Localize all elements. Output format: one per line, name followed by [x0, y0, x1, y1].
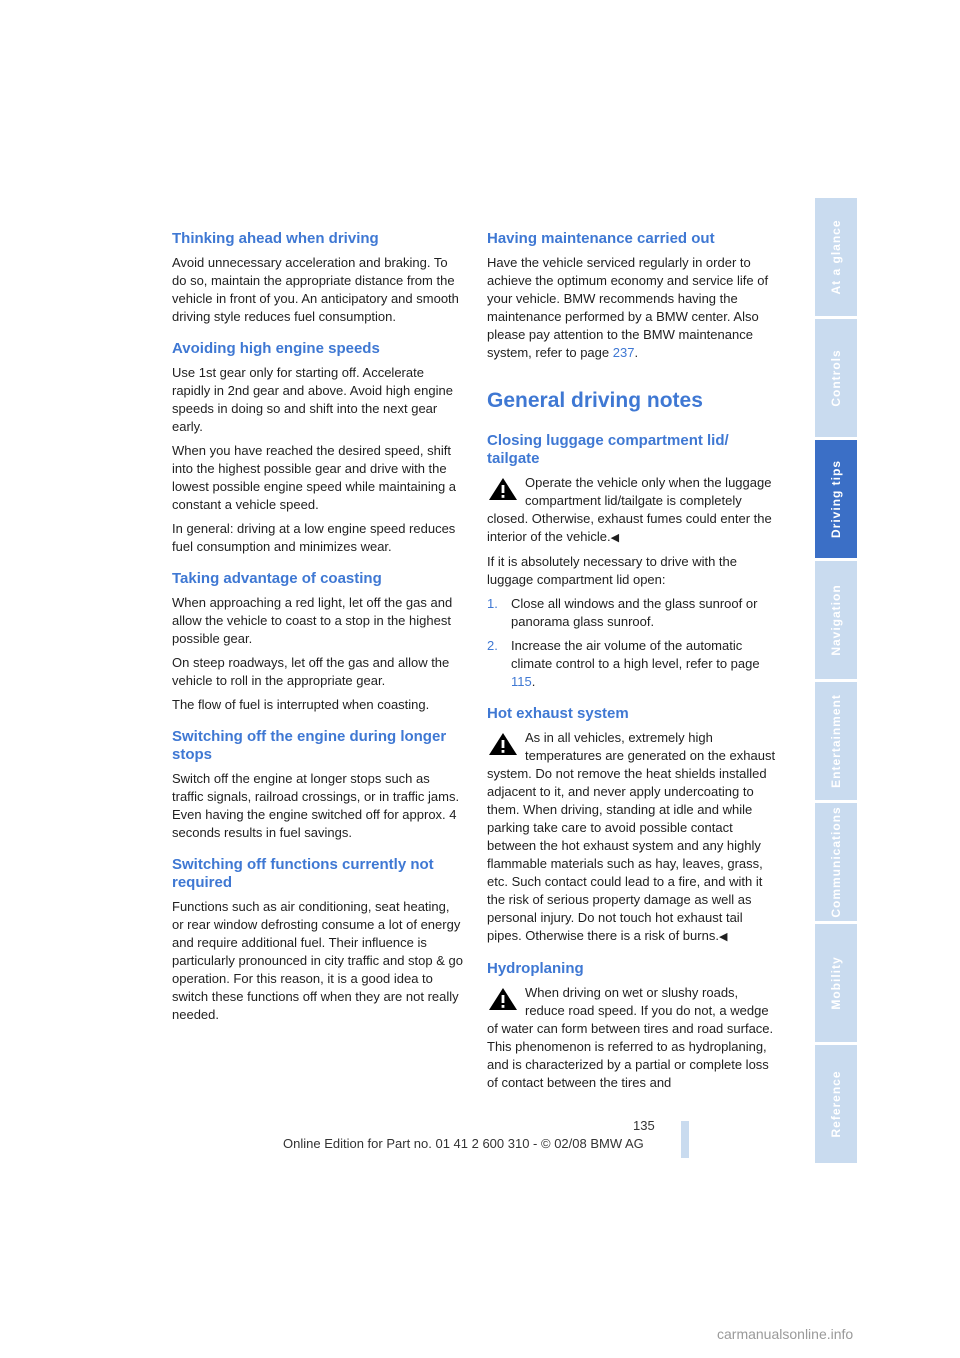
- warning-paragraph: [487, 474, 779, 547]
- paragraph: In general: driving at a low engine speed reduces fuel consumption and minimizes wear.: [172, 521, 456, 554]
- tab-at-a-glance[interactable]: [815, 198, 857, 316]
- section-heading: Switching off functions currently not required: [172, 856, 434, 891]
- warning-triangle-icon: [487, 986, 519, 1012]
- warning-triangle-icon: [487, 476, 519, 502]
- paragraph: Functions such as air conditioning, seat heating, or rear window defrosting consume a lot of energy and require additional fuel. Their influence is particularly pronounced in city traffic and stop & go operation. For this reason, it is a good idea to switch these functions off when they are not really needed.: [172, 899, 463, 1022]
- chapter-tabs: [815, 198, 857, 1166]
- tab-label: Driving tips: [829, 459, 843, 539]
- section-engine-speeds: [172, 340, 464, 556]
- section-heading: Hydroplaning: [487, 960, 584, 977]
- tab-label: Controls: [829, 349, 843, 407]
- warning-paragraph: [487, 729, 779, 946]
- period: .: [634, 345, 639, 360]
- tab-label: At a glance: [829, 219, 843, 295]
- section-thinking-ahead: [172, 230, 464, 326]
- tab-label: Mobility: [829, 956, 843, 1010]
- tab-driving-tips[interactable]: [815, 440, 857, 558]
- section-heading: Hot exhaust system: [487, 705, 629, 722]
- page-link-237[interactable]: 237: [612, 345, 635, 360]
- section-heading: Closing luggage compartment lid/ tailgate: [487, 432, 729, 467]
- tab-navigation[interactable]: [815, 561, 857, 679]
- chapter-title: General driving notes: [487, 389, 703, 412]
- tab-label: Communications: [829, 806, 843, 918]
- page-link-115[interactable]: 115: [511, 674, 532, 689]
- paragraph: If it is absolutely necessary to drive with the luggage compartment lid open:: [487, 554, 738, 587]
- tab-controls[interactable]: [815, 319, 857, 437]
- warning-text: Operate the vehicle only when the luggage compartment lid/tailgate is completely closed. Otherwise, exhaust fumes could enter the interior of the vehicle.: [487, 475, 772, 544]
- paragraph: Avoid unnecessary acceleration and braking. To do so, maintain the appropriate distance from the vehicle in front of you. An anticipatory and smooth driving style reduces fuel consumption.: [172, 255, 459, 324]
- section-heading: Switching off the engine during longer stops: [172, 728, 447, 763]
- tab-mobility[interactable]: [815, 924, 857, 1042]
- paragraph: When you have reached the desired speed, shift into the highest possible gear and drive with the lowest possible engine speed while maintaining a constant a vehicle speed.: [172, 443, 457, 512]
- section-heading: Avoiding high engine speeds: [172, 340, 380, 357]
- period: .: [531, 674, 536, 689]
- paragraph-text: Have the vehicle serviced regularly in order to achieve the optimum economy and service life of your vehicle. BMW recommends having the maintenance performed by a BMW center. Also please pay attention to the BMW maintenance system, refer to page: [487, 255, 769, 360]
- numbered-list: [487, 595, 779, 691]
- warning-text: When driving on wet or slushy roads, reduce road speed. If you do not, a wedge of water can form between tires and road surface. This phenomenon is referred to as hydroplaning, and is characterized by a partial or complete loss of contact between the tires and: [487, 985, 774, 1090]
- list-item: [487, 595, 779, 631]
- paragraph: Switch off the engine at longer stops such as traffic signals, railroad crossings, or in traffic jams. Even having the engine switched off for approx. 4 seconds results in fuel savings.: [172, 771, 460, 840]
- warning-triangle-icon: [487, 731, 519, 757]
- section-heading: Having maintenance carried out: [487, 230, 715, 247]
- list-item: [487, 637, 779, 691]
- left-column: [172, 230, 464, 1038]
- list-number: 1.: [487, 596, 498, 611]
- tab-label: Reference: [829, 1070, 843, 1138]
- paragraph: When approaching a red light, let off the gas and allow the vehicle to coast to a stop in the highest possible gear.: [172, 595, 453, 646]
- section-engine-off: [172, 728, 464, 842]
- section-hot-exhaust: [487, 705, 779, 946]
- section-luggage-lid: [487, 432, 779, 691]
- page-marker-bar: [681, 1121, 689, 1158]
- list-text: Close all windows and the glass sunroof or panorama glass sunroof.: [511, 596, 758, 629]
- warning-text: As in all vehicles, extremely high temperatures are generated on the exhaust system. Do not remove the heat shields installed adjacent to it, and never apply undercoating to them. When driving, standing at idle and while parking take care to avoid possible contact between the hot exhaust system and any highly flammable materials such as hay, leaves, grass, etc. Such contact could lead to a fire, and with it the risk of serious property damage as well as personal injury. Do not touch hot exhaust tail pipes. Otherwise there is a risk of burns.: [487, 730, 776, 943]
- page-number: 135: [633, 1118, 655, 1133]
- paragraph: The flow of fuel is interrupted when coasting.: [172, 697, 430, 712]
- watermark: carmanualsonline.info: [717, 1326, 854, 1342]
- tab-entertainment[interactable]: [815, 682, 857, 800]
- section-functions-off: [172, 856, 464, 1024]
- paragraph: Use 1st gear only for starting off. Accelerate rapidly in 2nd gear and above. Avoid high engine speeds in doing so and shift into the next gear early.: [172, 365, 453, 434]
- tab-label: Entertainment: [829, 694, 843, 788]
- right-column: [487, 230, 779, 1106]
- section-maintenance: [487, 230, 779, 362]
- paragraph: On steep roadways, let off the gas and allow the vehicle to roll in the appropriate gear.: [172, 655, 450, 688]
- list-text: Increase the air volume of the automatic climate control to a high level, refer to page: [511, 638, 760, 671]
- tab-label: Navigation: [829, 584, 843, 656]
- end-mark: ◀: [610, 532, 620, 544]
- paragraph: [487, 254, 779, 362]
- section-heading: Taking advantage of coasting: [172, 570, 382, 587]
- list-number: 2.: [487, 638, 498, 653]
- warning-paragraph: [487, 984, 779, 1092]
- end-mark: ◀: [718, 931, 728, 943]
- section-hydroplaning: [487, 960, 779, 1092]
- edition-footer: Online Edition for Part no. 01 41 2 600 310 - © 02/08 BMW AG: [283, 1136, 644, 1151]
- tab-communications[interactable]: [815, 803, 857, 921]
- section-coasting: [172, 570, 464, 714]
- section-heading: Thinking ahead when driving: [172, 230, 379, 247]
- tab-reference[interactable]: [815, 1045, 857, 1163]
